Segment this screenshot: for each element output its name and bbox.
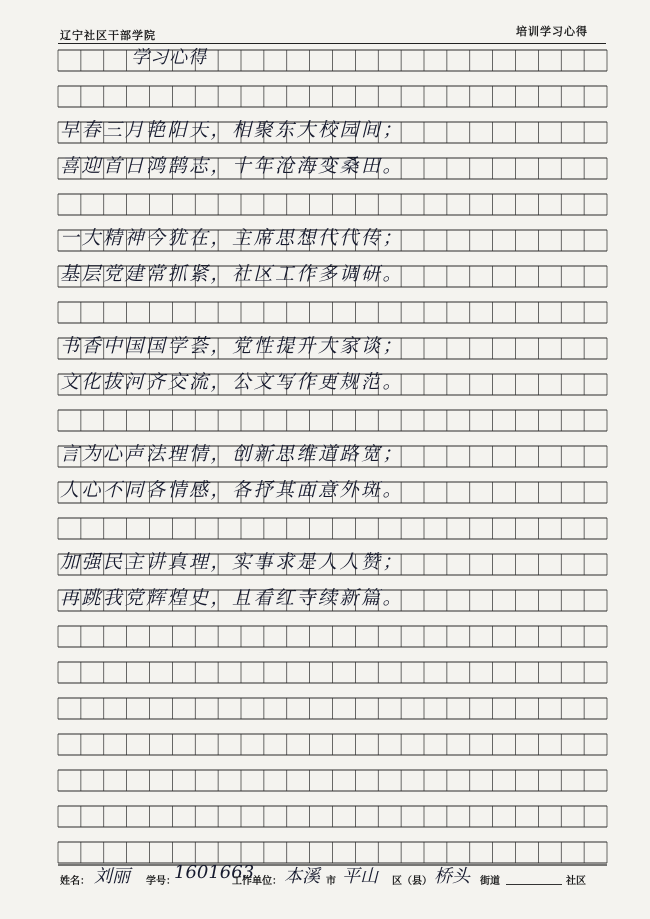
- community-blank: [506, 872, 562, 885]
- document-title: 培训学习心得: [516, 25, 588, 38]
- essay-line-7: 言为心声法理情，创新思维道路宽；: [60, 443, 405, 465]
- essay-line-1: 早春三月艳阳天，相聚东大校园间；: [60, 119, 405, 141]
- essay-title: 学习心得: [131, 47, 208, 68]
- student-id-value: 1601663: [174, 862, 255, 883]
- essay-line-9: 加强民主讲真理，实事求是人人赞；: [60, 551, 405, 573]
- essay-line-8: 人心不同各情感，各抒其面意外斑。: [60, 479, 405, 501]
- essay-line-6: 文化拔河齐交流，公文写作更规范。: [60, 371, 405, 393]
- name-label: 姓名：: [60, 876, 90, 887]
- work-unit-label: 工作单位：: [232, 876, 282, 887]
- city-label: 市: [326, 876, 336, 887]
- district-label: 区（县）: [392, 876, 432, 887]
- student-id-label: 学号：: [146, 876, 176, 887]
- essay-line-3: 一大精神今犹在，主席思想代代传；: [60, 227, 405, 249]
- signature-footer: [60, 860, 610, 894]
- essay-line-4: 基层党建常抓紧，社区工作多调研。: [60, 263, 405, 285]
- street-label: 街道: [480, 876, 500, 887]
- district-value: 平山: [342, 866, 378, 887]
- community-label: 社区: [566, 876, 586, 887]
- essay-line-5: 书香中国国学荟，党性提升大家谈；: [60, 335, 405, 357]
- street-value: 桥头: [434, 866, 470, 887]
- school-name: 辽宁社区干部学院: [60, 29, 156, 42]
- essay-line-10: 再跳我党辉煌史，且看红寺续新篇。: [60, 587, 405, 609]
- essay-line-2: 喜迎首日鸿鹄志，十年沧海变桑田。: [60, 155, 405, 177]
- city-value: 本溪: [284, 866, 320, 887]
- name-value: 刘丽: [94, 866, 130, 887]
